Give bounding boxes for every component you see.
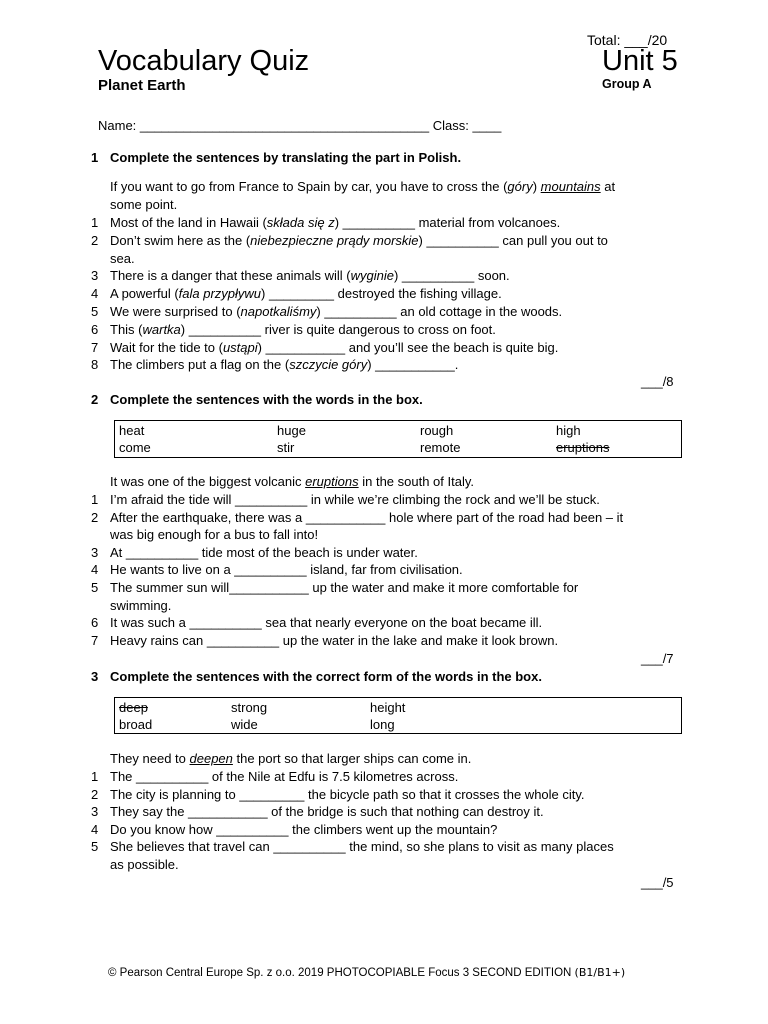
footer-copyright: © Pearson Central Europe Sp. z o.o. 2019 PHOTOCOPIABLE Focus 3 SECOND EDITION (B1/B1+) xyxy=(108,966,626,979)
section-1-item: There is a danger that these animals will (wyginie) __________ soon. xyxy=(110,268,510,284)
section-2-item: After the earthquake, there was a ___________ hole where part of the road had been – it xyxy=(110,509,624,525)
section-1-item: The climbers put a flag on the (szczycie góry) ___________. xyxy=(110,357,459,373)
section-3-item: They say the ___________ of the bridge is such that nothing can destroy it. xyxy=(110,804,544,820)
section-3-item: as possible. xyxy=(110,857,179,872)
name-class-line: Name: ________________________________________ Class: ____ xyxy=(98,118,502,133)
section-3-item: The __________ of the Nile at Edfu is 7.5 kilometres across. xyxy=(110,769,459,784)
section-1-item: Most of the land in Hawaii (składa się z) __________ material from volcanoes. xyxy=(110,215,561,230)
word-box-item: rough xyxy=(420,423,454,438)
word-box-item: come xyxy=(119,440,151,455)
word-box-item: wide xyxy=(231,717,258,732)
section-2-instruction: Complete the sentences with the words in the box. xyxy=(110,392,423,407)
section-2-example: It was one of the biggest volcanic eruptions in the south of Italy. xyxy=(110,474,474,489)
section-1-item: sea. xyxy=(110,250,135,266)
section-2-item-number: 6 xyxy=(91,615,99,631)
section-1-item-number: 4 xyxy=(91,286,99,302)
section-3-example: They need to deepen the port so that larger ships can come in. xyxy=(110,751,472,766)
section-3-item-number: 2 xyxy=(91,786,99,802)
section-1-item-number: 7 xyxy=(91,339,99,355)
section-2-item: I’m afraid the tide will __________ in while we’re climbing the rock and we’ll be stuck. xyxy=(110,492,600,507)
section-3-item-number: 1 xyxy=(91,769,99,784)
section-1-item: This (wartka) __________ river is quite dangerous to cross on foot. xyxy=(110,321,496,337)
section-1-example-cont: some point. xyxy=(110,197,178,212)
section-2-item: swimming. xyxy=(110,597,172,613)
section-3-score: ___/5 xyxy=(641,875,674,890)
word-box-item: high xyxy=(556,423,581,438)
word-box-item: eruptions xyxy=(556,440,610,455)
section-1-item: We were surprised to (napotkaliśmy) __________ an old cottage in the woods. xyxy=(110,304,563,319)
word-box-item: long xyxy=(370,717,395,732)
section-3-item-number: 5 xyxy=(91,839,99,855)
section-2-item: was big enough for a bus to fall into! xyxy=(110,527,319,543)
quiz-subtitle: Planet Earth xyxy=(98,77,186,94)
section-2-item-number: 3 xyxy=(91,544,99,560)
section-1-item-number: 5 xyxy=(91,304,99,319)
word-box-2 xyxy=(114,420,682,458)
section-3-item: Do you know how __________ the climbers went up the mountain? xyxy=(110,821,498,837)
section-1-item: A powerful (fala przypływu) _________ destroyed the fishing village. xyxy=(110,286,502,302)
section-2-number: 2 xyxy=(91,392,99,407)
section-2-score: ___/7 xyxy=(641,651,674,666)
word-box-item: stir xyxy=(277,440,295,455)
word-box-item: deep xyxy=(119,700,148,715)
section-1-instruction: Complete the sentences by translating the part in Polish. xyxy=(110,150,462,165)
word-box-item: remote xyxy=(420,440,461,455)
word-box-item: broad xyxy=(119,717,153,732)
total-score: Total: ___/20 xyxy=(587,32,668,48)
section-2-item: It was such a __________ sea that nearly everyone on the boat became ill. xyxy=(110,615,543,631)
section-1-item-number: 3 xyxy=(91,268,99,284)
section-2-item-number: 1 xyxy=(91,492,99,507)
section-2-item: At __________ tide most of the beach is under water. xyxy=(110,544,418,560)
section-2-item: He wants to live on a __________ island, far from civilisation. xyxy=(110,562,463,578)
section-1-score: ___/8 xyxy=(641,374,674,389)
section-3-item: She believes that travel can __________ the mind, so she plans to visit as many places xyxy=(110,839,614,855)
word-box-3 xyxy=(114,697,682,734)
section-1-number: 1 xyxy=(91,150,99,165)
section-2-item: The summer sun will___________ up the water and make it more comfortable for xyxy=(110,580,579,595)
unit-label: Unit 5 xyxy=(602,45,678,77)
section-3-item: The city is planning to _________ the bicycle path so that it crosses the whole city. xyxy=(110,786,585,802)
section-2-item-number: 4 xyxy=(91,562,99,578)
word-box-item: height xyxy=(370,700,406,715)
word-box-item: huge xyxy=(277,423,306,438)
section-3-number: 3 xyxy=(91,669,99,684)
section-1-example: If you want to go from France to Spain by car, you have to cross the (góry) mountains at xyxy=(110,179,616,194)
section-1-item: Wait for the tide to (ustąpi) ___________ and you’ll see the beach is quite big. xyxy=(110,339,559,355)
quiz-title: Vocabulary Quiz xyxy=(98,45,310,77)
word-box-item: strong xyxy=(231,700,268,715)
section-1-item-number: 2 xyxy=(91,232,99,248)
section-2-item-number: 7 xyxy=(91,632,99,648)
section-1-item-number: 8 xyxy=(91,357,99,373)
section-3-item-number: 3 xyxy=(91,804,99,820)
section-2-item-number: 2 xyxy=(91,509,99,525)
group-label: Group A xyxy=(602,77,652,91)
section-2-item-number: 5 xyxy=(91,580,99,595)
section-3-item-number: 4 xyxy=(91,821,99,837)
section-3-instruction: Complete the sentences with the correct form of the words in the box. xyxy=(110,669,542,684)
section-1-item-number: 1 xyxy=(91,215,99,230)
section-1-item-number: 6 xyxy=(91,321,99,337)
section-2-item: Heavy rains can __________ up the water in the lake and make it look brown. xyxy=(110,632,559,648)
section-1-item: Don’t swim here as the (niebezpieczne prądy morskie) __________ can pull you out to xyxy=(110,232,608,248)
word-box-item: heat xyxy=(119,423,145,438)
